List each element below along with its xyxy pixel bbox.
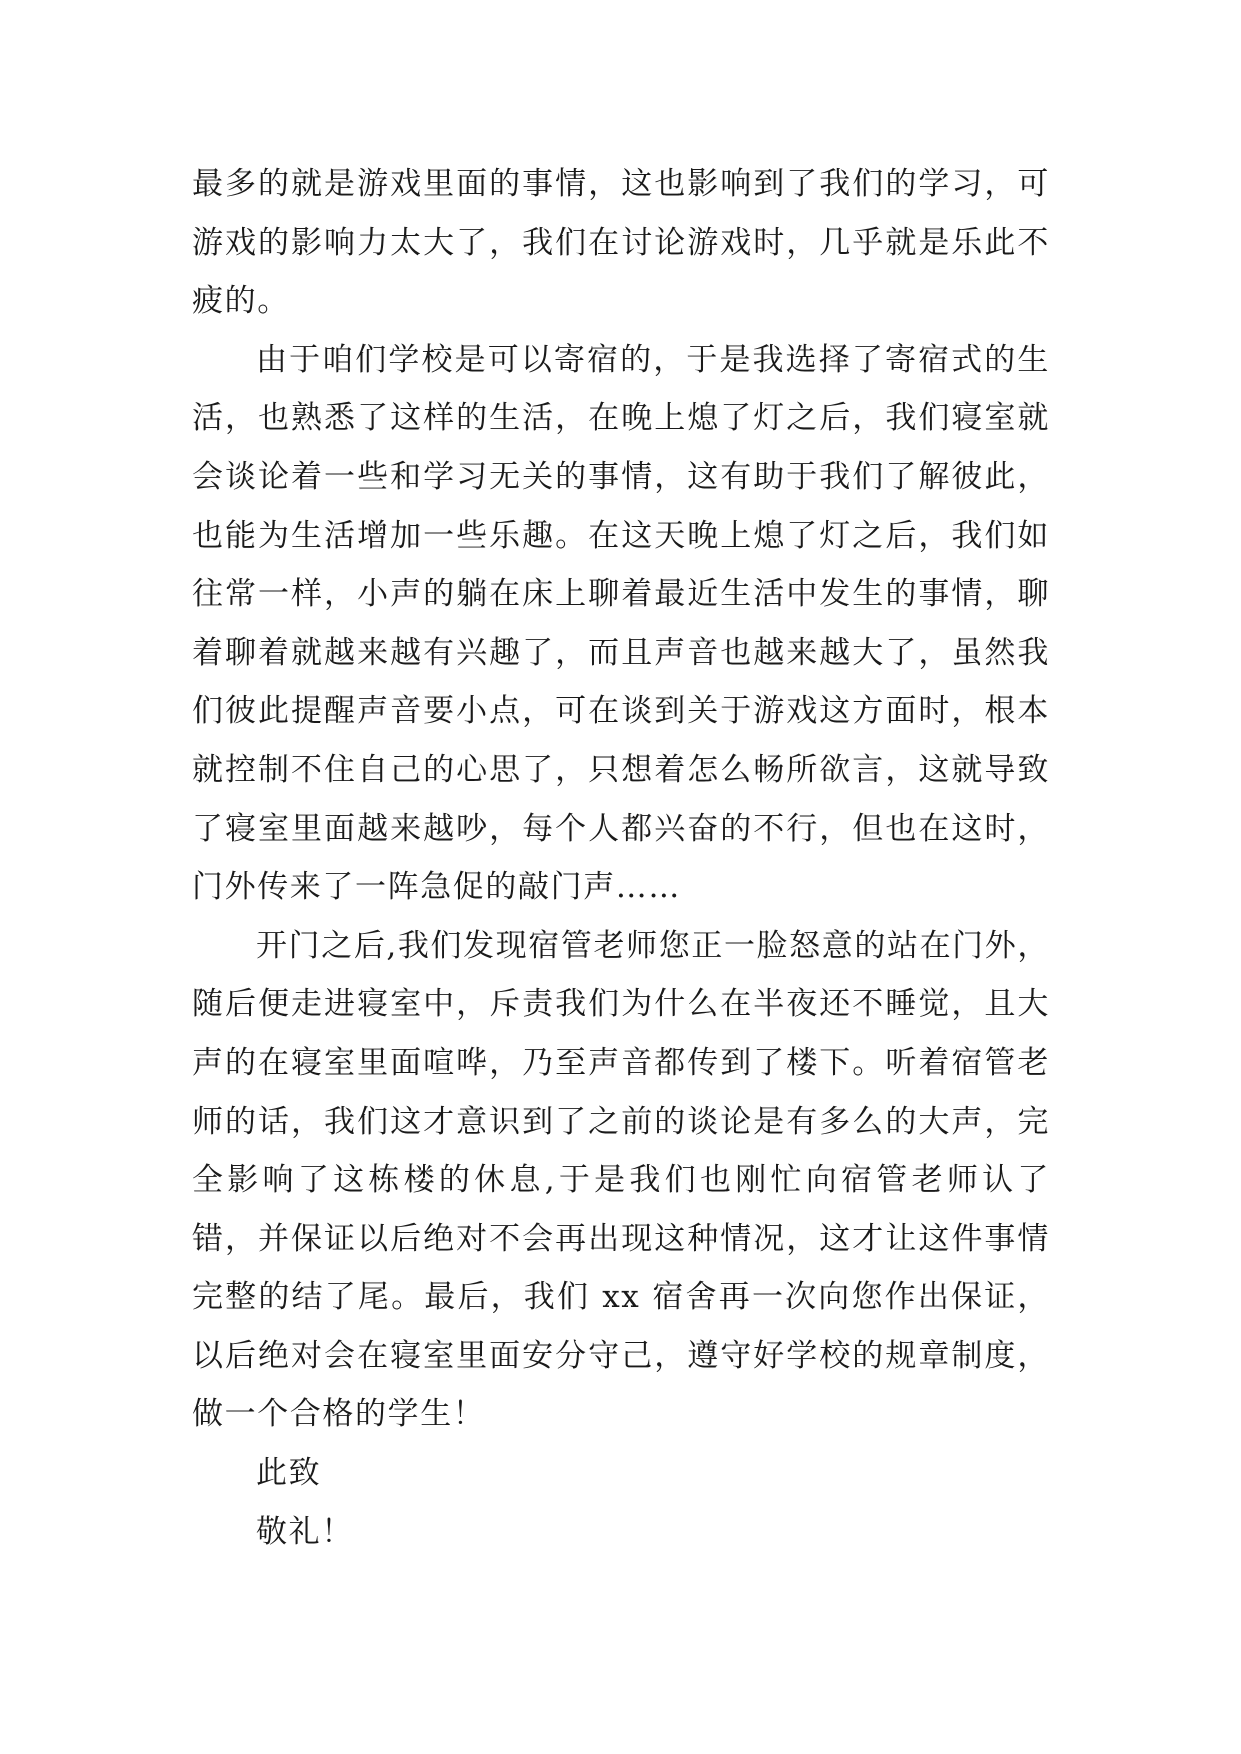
paragraph-continuation: 最多的就是游戏里面的事情，这也影响到了我们的学习，可游戏的影响力太大了，我们在讨论游戏时，几乎就是乐此不疲的。 (192, 166, 1050, 320)
closing-regards: 敬礼！ (256, 1513, 354, 1550)
letter-body (192, 155, 1050, 1561)
paragraph-dormitory-night: 由于咱们学校是可以寄宿的，于是我选择了寄宿式的生活，也熟悉了这样的生活，在晚上熄了灯之后，我们寝室就会谈论着一些和学习无关的事情，这有助于我们了解彼此，也能为生活增加一些乐趣。在这天晚上熄了灯之后，我们如往常一样，小声的躺在床上聊着最近生活中发生的事情，聊着聊着就越来越有兴趣了，而且声音也越来越大了，虽然我们彼此提醒声音要小点，可在谈到关于游戏这方面时，根本就控制不住自己的心思了，只想着怎么畅所欲言，这就导致了寝室里面越来越吵，每个人都兴奋的不行，但也在这时，门外传来了一阵急促的敲门声…… (192, 341, 1050, 906)
closing-salutation: 此致 (256, 1455, 322, 1492)
paragraph-apology: 开门之后,我们发现宿管老师您正一脸怒意的站在门外，随后便走进寝室中，斥责我们为什么在半夜还不睡觉，且大声的在寝室里面喧哗，乃至声音都传到了楼下。听着宿管老师的话，我们这才意识到了之前的谈论是有多么的大声，完全影响了这栋楼的休息,于是我们也刚忙向宿管老师认了错，并保证以后绝对不会再出现这种情况，这才让这件事情完整的结了尾。最后，我们 xx 宿舍再一次向您作出保证，以后绝对会在寝室里面安分守己，遵守好学校的规章制度，做一个合格的学生！ (192, 927, 1050, 1433)
